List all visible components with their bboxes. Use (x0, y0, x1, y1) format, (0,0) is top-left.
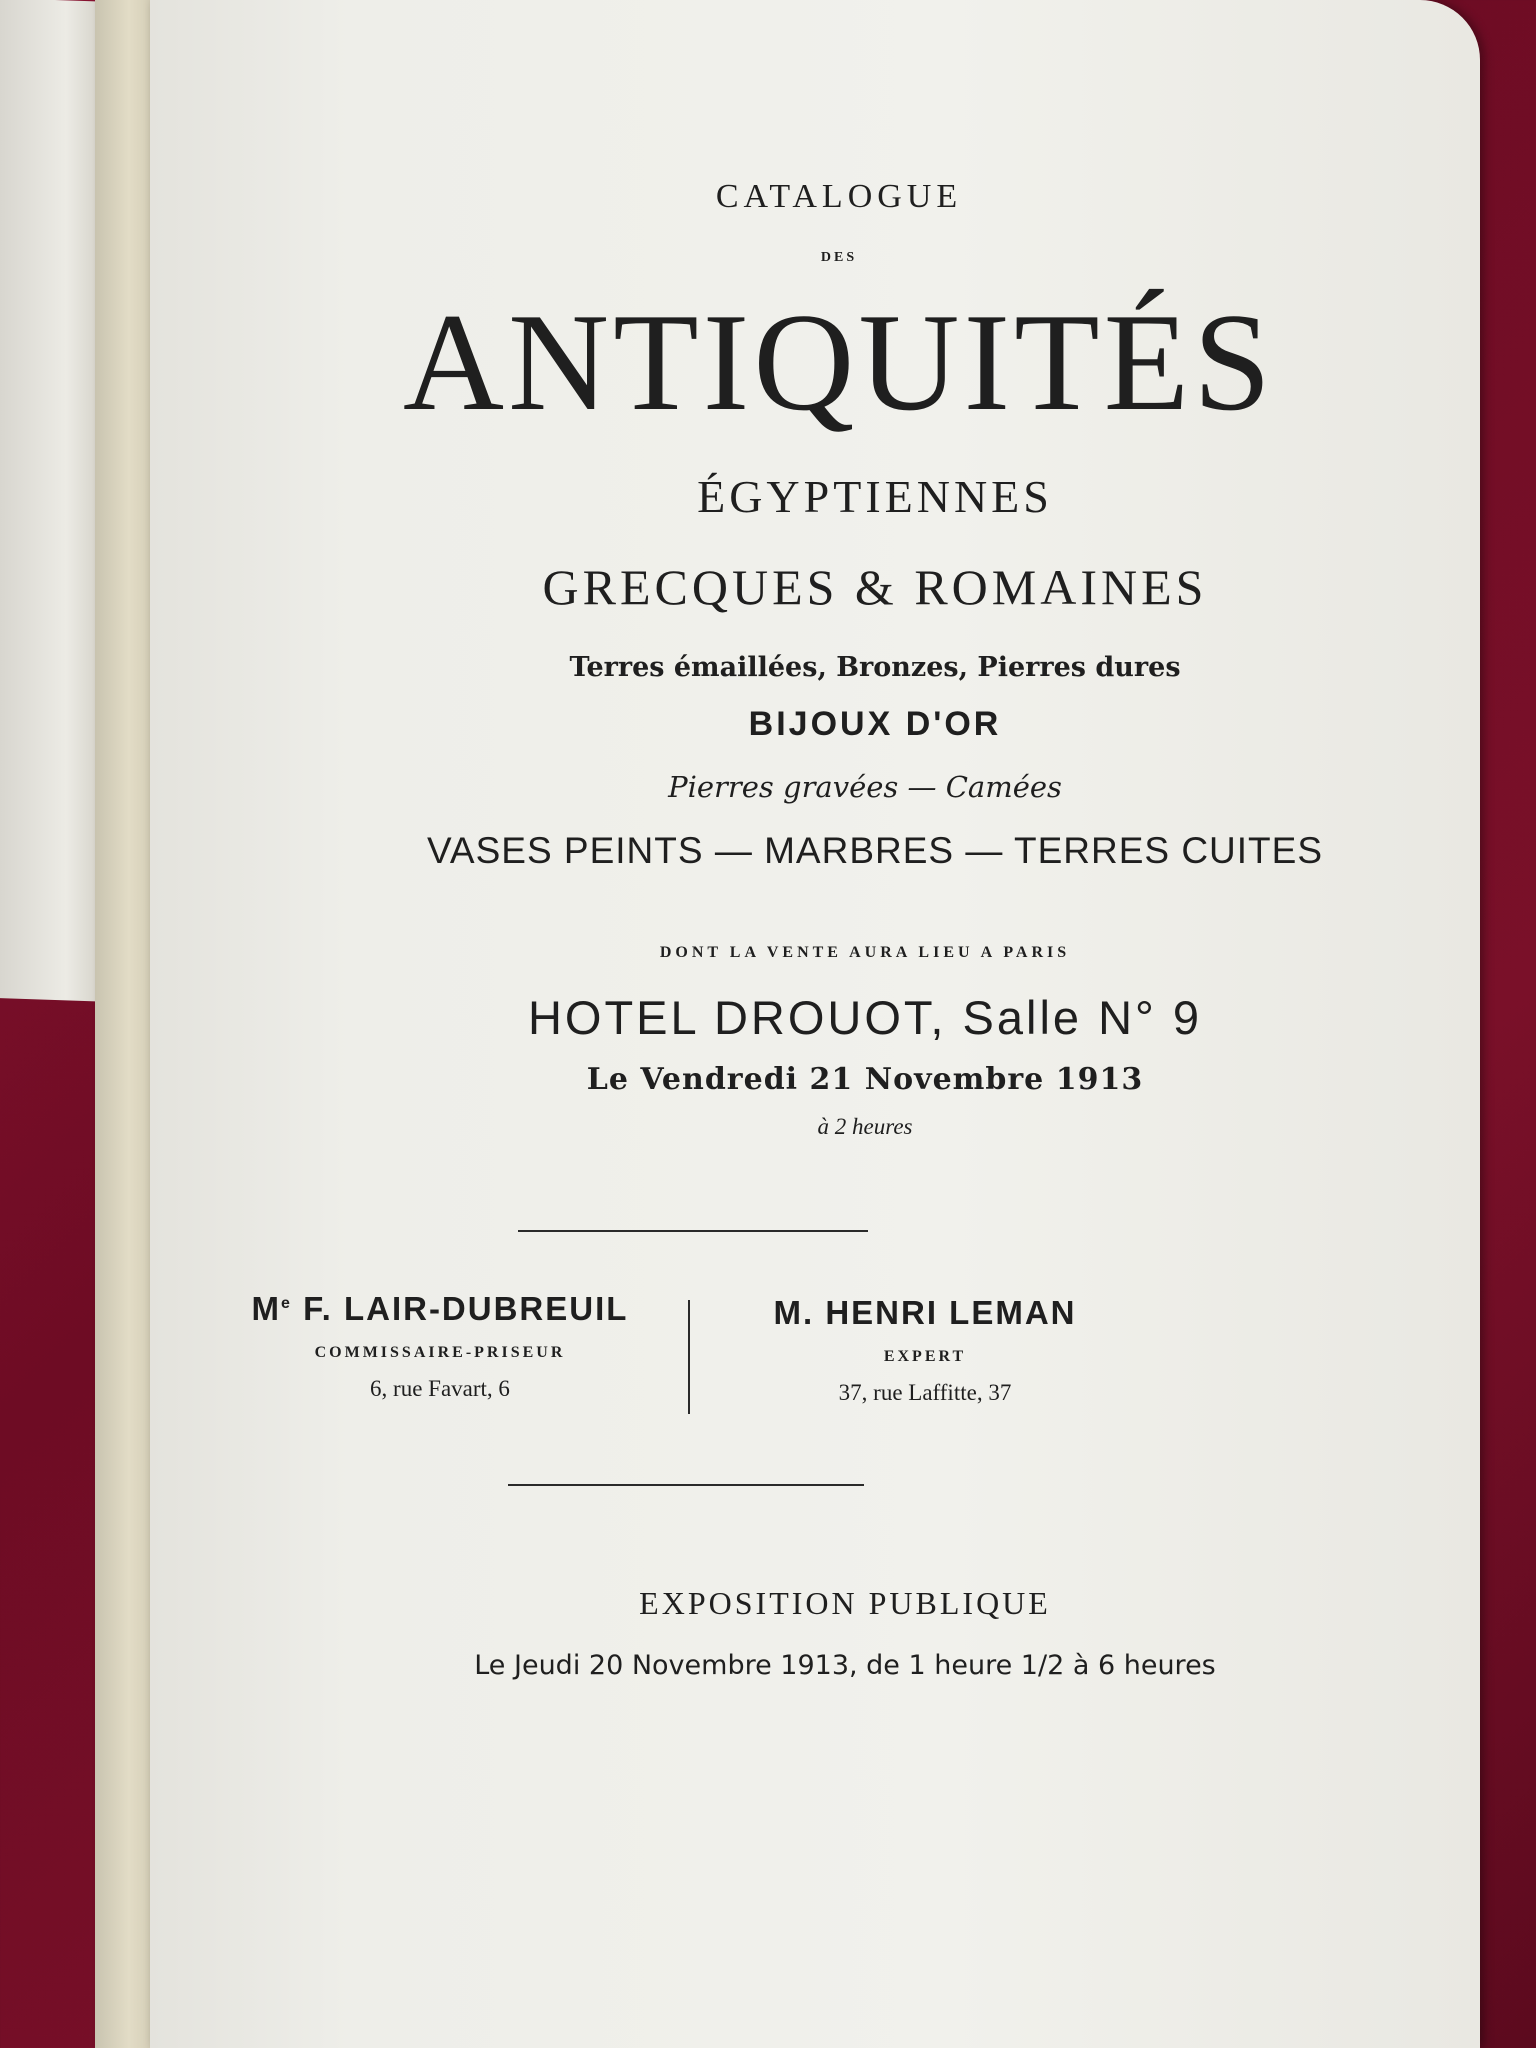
subheading-grecques-romaines: GRECQUES & ROMAINES (542, 559, 1208, 615)
bijoux-line: BIJOUX D'OR (748, 705, 1002, 743)
page-content (150, 0, 1480, 2048)
expert-name: M. HENRI LEMAN (773, 1294, 1077, 1331)
auctioneer-address: 6, rue Favart, 6 (370, 1376, 510, 1401)
exhibition-heading: EXPOSITION PUBLIQUE (639, 1585, 1051, 1621)
vases-line: VASES PEINTS — MARBRES — TERRES CUITES (426, 830, 1324, 871)
materials-line: Terres émaillées, Bronzes, Pierres dures (569, 652, 1181, 683)
left-page-edge (0, 0, 110, 1002)
sale-venue: HOTEL DROUOT, Salle N° 9 (527, 991, 1203, 1044)
heading-des: DES (820, 250, 858, 265)
heading-antiquites: ANTIQUITÉS (402, 285, 1276, 440)
expert-address: 37, rue Laffitte, 37 (838, 1380, 1012, 1405)
auctioneer-name-text: F. LAIR-DUBREUIL (291, 1290, 629, 1327)
auctioneer-block (205, 1290, 675, 1402)
exhibition-date: Le Jeudi 20 Novembre 1913, de 1 heure 1/2 à 6 heures (474, 1650, 1216, 1681)
auctioneer-name (205, 1290, 675, 1328)
expert-role: EXPERT (883, 1348, 967, 1365)
sale-time: à 2 heures (817, 1114, 913, 1139)
sale-date: Le Vendredi 21 Novembre 1913 (586, 1062, 1144, 1097)
divider-rule-top (518, 1230, 868, 1232)
auctioneer-role: COMMISSAIRE-PRISEUR (314, 1344, 566, 1361)
pierres-line: Pierres gravées — Camées (668, 770, 1062, 804)
catalogue-title-page (150, 0, 1480, 2048)
auctioneer-prefix-sup: e (281, 1295, 292, 1312)
sale-intro: DONT LA VENTE AURA LIEU A PARIS (659, 944, 1071, 961)
divider-rule-bottom (508, 1484, 864, 1486)
subheading-egyptiennes: ÉGYPTIENNES (697, 471, 1053, 522)
auctioneer-prefix: M (251, 1290, 282, 1327)
expert-block (690, 1294, 1160, 1406)
heading-catalogue: CATALOGUE (715, 178, 963, 215)
